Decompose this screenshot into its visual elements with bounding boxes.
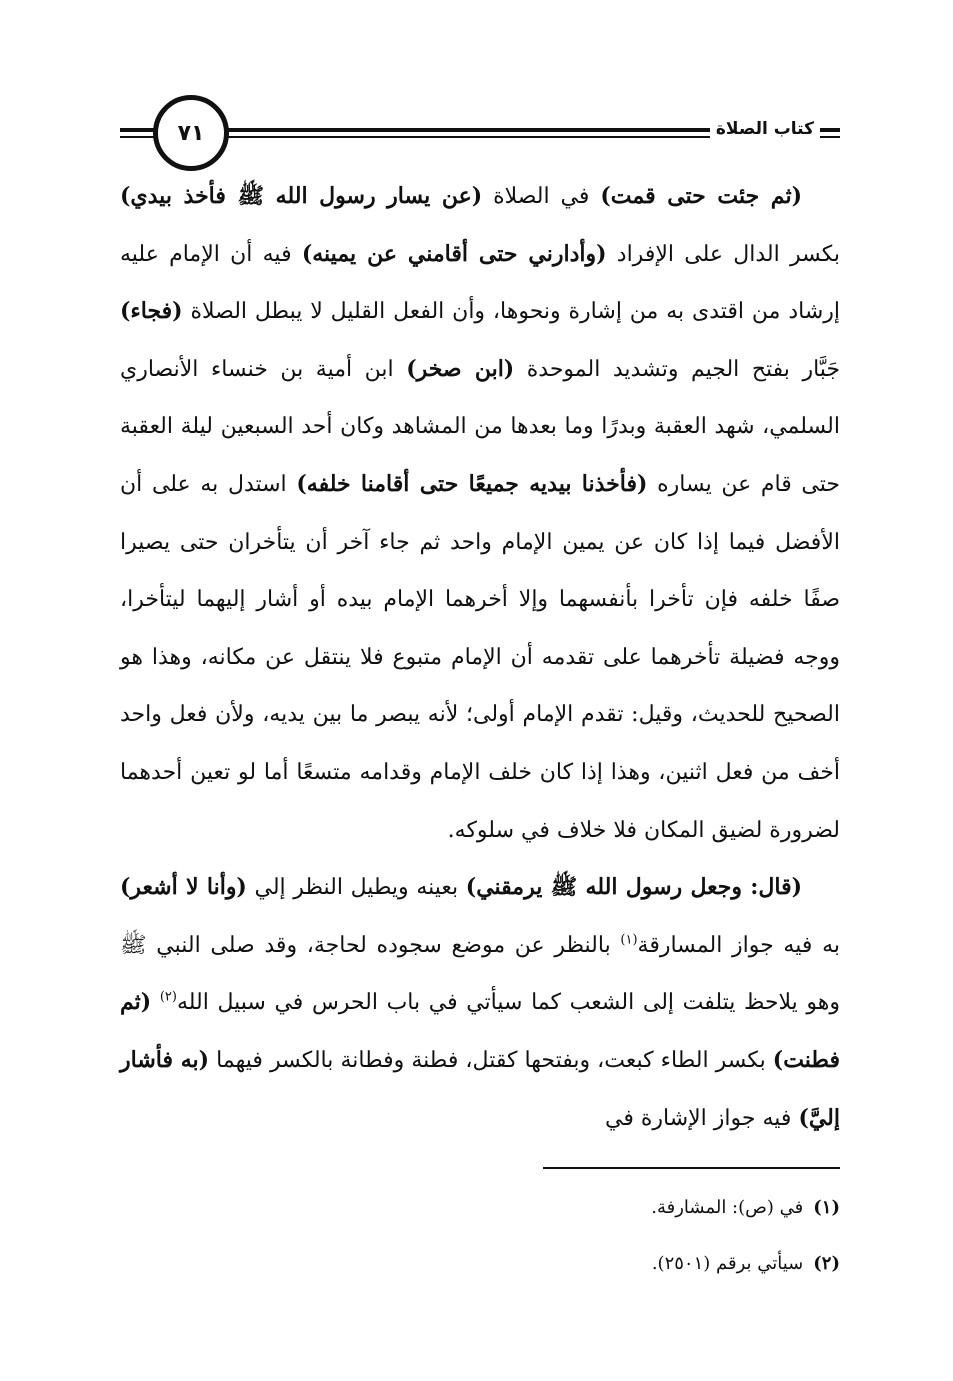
commentary: بالنظر عن موضع سجوده لحاجة، وقد صلى النبي ﷺ وهو يلاحظ يتلفت إلى الشعب كما سيأتي في باب الحرس في سبيل الله	[120, 932, 840, 1016]
footnote-number: (٢)	[813, 1253, 840, 1274]
commentary: في الصلاة	[482, 184, 601, 209]
paragraph-2	[120, 859, 840, 1147]
page-number: ٧١	[177, 120, 205, 146]
commentary: فيه أن الإمام عليه إرشاد من اقتدى به من إشارة ونحوها، وأن الفعل القليل لا يبطل الصلاة	[120, 241, 840, 325]
quote: (فأخذنا بيديه جميعًا حتى أقامنا خلفه)	[296, 470, 648, 497]
commentary: بكسر الطاء كبعت، وبفتحها كقتل، فطنة وفطانة بالكسر فيهما	[209, 1047, 773, 1073]
quote: (ابن صخر)	[406, 355, 515, 382]
quote: (وأنا لا أشعر)	[120, 874, 247, 901]
page-number-badge	[153, 95, 229, 171]
quote: (به فأشار إليَّ)	[120, 1046, 840, 1131]
quote: (ثم فطنت)	[120, 989, 840, 1073]
commentary: بعينه ويطيل النظر إلي	[246, 875, 466, 901]
footnote-number: (١)	[813, 1197, 840, 1218]
commentary: ابن أمية بن خنساء الأنصاري السلمي، شهد العقبة وبدرًا وما بعدها من المشاهد وكان أحد السبعين ليلة العقبة حتى قام عن يساره	[120, 356, 841, 497]
main-text	[120, 168, 840, 1147]
footnote-1	[420, 1180, 840, 1236]
commentary: بكسر الدال على الإفراد	[606, 241, 840, 267]
commentary: جَبَّار بفتح الجيم وتشديد الموحدة	[514, 356, 841, 382]
footnotes	[420, 1180, 840, 1292]
commentary: استدل به على أن الأفضل فيما إذا كان عن يمين الإمام واحد ثم جاء آخر أن يتأخران حتى يصيرا صفًا خلفه فإن تأخرا بأنفسهما وإلا أخرهما الإمام بيده أو أشار إليهما ليتأخرا، ووجه فضيلة تأخرهما على تقدمه أن الإمام متبوع فلا ينتقل عن مكانه، وهذا هو الصحيح للحديث، وقيل: تقدم الإمام أولى؛ لأنه يبصر ما بين يديه، ولأن فعل واحد أخف من فعل اثنين، وهذا إذا كان خلف الإمام وقدامه متسعًا أما لو تعين أحدهما لضرورة لضيق المكان فلا خلاف في سلوكه.	[120, 471, 840, 843]
running-title: كتاب الصلاة	[710, 119, 820, 139]
paragraph-1	[120, 168, 840, 859]
quote: (قال: وجعل رسول الله ﷺ يرمقني)	[465, 874, 803, 901]
footnote-2	[420, 1236, 840, 1292]
quote: (عن يسار رسول الله ﷺ فأخذ بيدي)	[120, 183, 483, 209]
commentary	[151, 990, 160, 1015]
footnote-text: في (ص): المشارفة.	[651, 1197, 804, 1218]
footnote-text: سيأتي برقم (٢٥٠١).	[651, 1253, 804, 1274]
commentary: به فيه جواز المسارقة	[637, 932, 840, 958]
footnote-ref: (٢)	[159, 989, 177, 1005]
quote: (وأدارني حتى أقامني عن يمينه)	[301, 240, 607, 267]
quote: (ثم جئت حتى قمت)	[600, 183, 802, 209]
footnote-ref: (١)	[620, 932, 638, 948]
commentary: فيه جواز الإشارة في	[605, 1105, 799, 1131]
quote: (فجاء)	[120, 298, 183, 325]
footnote-separator	[543, 1167, 840, 1169]
